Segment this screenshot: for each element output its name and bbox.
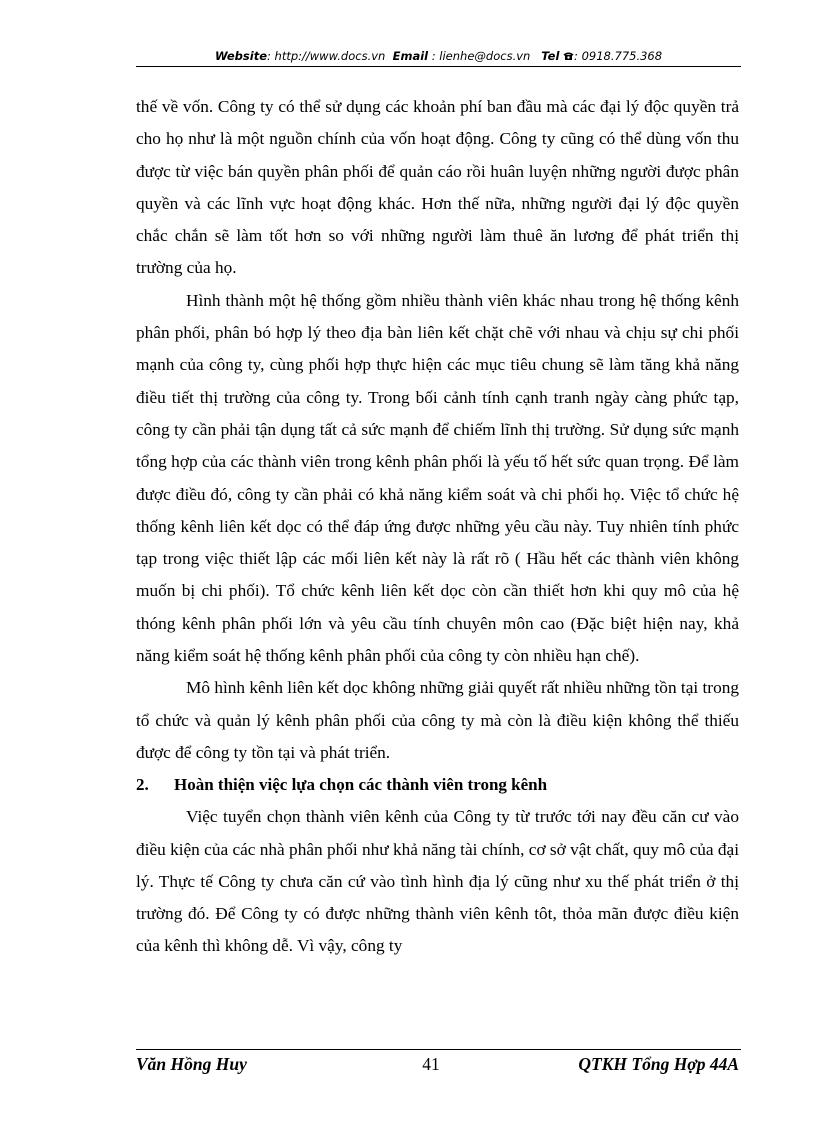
website-label: Website [214,49,268,63]
document-body [136,91,739,963]
tel-value: : 0918.775.368 [574,49,663,63]
telephone-icon [563,49,574,63]
paragraph-4: Việc tuyển chọn thành viên kênh của Công ty từ trước tới nay đều căn cư vào điều kiện của các nhà phân phối như khả năng tài chính, cơ sở vật chất, quy mô của đại lý. Thực tế Công ty chưa căn cứ vào tình hình địa lý cũng như xu thế phát triển ở thị trường đó. Để Công ty có được những thành viên kênh tôt, thỏa mãn được điều kiện của kênh thì không dễ. Vì vậy, công ty [136,807,740,956]
page-footer [136,1054,741,1078]
header-divider [136,66,741,67]
tel-label: Tel [541,49,560,63]
section-number: 2. [136,775,149,795]
footer-class: QTKH Tổng Hợp 44A [578,1054,739,1074]
section-heading [136,769,739,801]
paragraph-2: Hình thành một hệ thống gồm nhiều thành viên khác nhau trong hệ thống kênh phân phối, phân bó hợp lý theo địa bàn liên kết chặt chẽ với nhau và chịu sự chi phối mạnh của công ty, cùng phối hợp thực hiện các mục tiêu chung sẽ làm tăng khả năng điều tiết thị trường của công ty. Trong bối cảnh tính cạnh tranh ngày càng phức tạp, công ty cần phải tận dụng tất cả sức mạnh để chiếm lĩnh thị trường. Sử dụng sức mạnh tổng hợp của các thành viên trong kênh phân phối là yếu tố hết sức quan trọng. Để làm được điều đó, công ty cần phải có khả năng kiểm soát và chi phối họ. Việc tổ chức hệ thống kênh liên kết dọc có thể đáp ứng được những yêu cầu này. Tuy nhiên tính phức tạp trong việc thiết lập các mối liên kết này là rất rõ ( Hầu hết các thành viên không muốn bị chi phối). Tổ chức kênh liên kết dọc còn cần thiết hơn khi quy mô của hệ thóng kênh phân phối lớn và yêu cầu tính chuyên môn cao (Đặc biệt hiện nay, khả năng kiểm soát hệ thống kênh phân phối của công ty còn nhiều hạn chế). [136,290,739,666]
section-title: Hoàn thiện việc lựa chọn các thành viên trong kênh [174,775,548,795]
email-value: : lienhe@docs.vn [428,49,531,63]
email-label: Email [392,49,429,63]
paragraph-3: Mô hình kênh liên kết dọc không những giải quyết rất nhiều những tồn tại trong tổ chức và quản lý kênh phân phối của công ty mà còn là điều kiện không thể thiếu được để công ty tồn tại và phát triển. [136,678,739,762]
page-number: 41 [422,1054,440,1074]
footer-divider [136,1049,741,1050]
page-header [136,48,741,68]
paragraph-1: thế về vốn. Công ty có thể sử dụng các khoản phí ban đầu mà các đại lý độc quyền trả cho họ như là một nguồn chính của vốn hoạt động. Công ty cũng có thể dùng vốn thu được từ việc bán quyền phân phối để quản cáo rồi huân luyện những người được phân quyền và các lĩnh vực hoạt động khác. Hơn thế nữa, những người đại lý độc quyền chắc chắn sẽ làm tốt hơn so với những người làm thuê ăn lương để phát triển thị trường của họ. [136,97,739,278]
website-value: : http://www.docs.vn [267,49,386,63]
footer-author: Văn Hồng Huy [136,1054,247,1074]
